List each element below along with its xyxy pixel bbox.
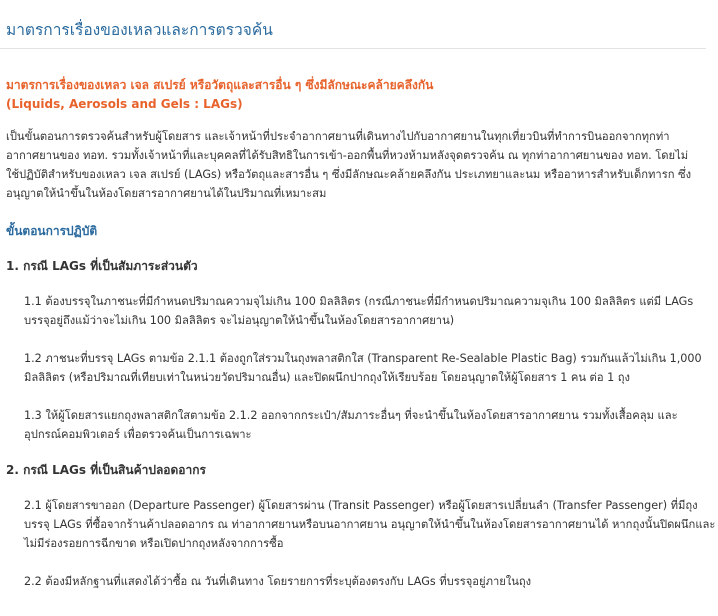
paragraph-line: 2.1 ผู้โดยสารขาออก (Departure Passenger) ผู้โดยสารผ่าน (Transit Passenger) หรือผู้โดยสารเปลี่ยนลำ (Transfer Passenger) ที่มีถุง [24,499,698,512]
paragraph-line: เป็นขั้นตอนการตรวจค้นสำหรับผู้โดยสาร และเจ้าหน้าที่ประจำอากาศยานที่เดินทางไปกับอากาศยานในทุกเที่ยวบินที่ทำการบินออกจากทุกท่า [6,130,670,143]
item-1-2 [6,349,706,387]
item-2-1 [6,496,716,553]
page-title: มาตรการเรื่องของเหลวและการตรวจค้น [6,21,273,39]
item-2-2 [6,572,706,591]
paragraph-line: 2.2 ต้องมีหลักฐานที่แสดงได้ว่าซื้อ ณ วันที่เดินทาง โดยรายการที่ระบุต้องตรงกับ LAGs ที่บรรจุอยู่ภายในถุง [24,575,532,588]
paragraph-line: อุปกรณ์คอมพิวเตอร์ เพื่อตรวจค้นเป็นการเฉพาะ [24,428,252,441]
subheading-line: (Liquids, Aerosols and Gels : LAGs) [6,97,243,111]
paragraph-line: บรรจุ LAGs ที่ซื้อจากร้านค้าปลอดอากร ณ ท่าอากาศยานหรือบนอากาศยาน อนุญาตให้นำขึ้นในห้องโดยสารอากาศยานได้ หากถุงนั้นปิดผนึกและ [24,518,716,531]
paragraph-line: ใช้ปฏิบัติสำหรับของเหลว เจล สเปรย์ (LAGs) หรือวัตถุและสารอื่น ๆ ซึ่งมีลักษณะคล้ายคลึงกัน ประเภทยาและนม หรืออาหารสำหรับเด็กทารก ซึ่ง [6,168,692,181]
page-header [0,0,706,49]
paragraph-line: อากาศยานของ ทอท. รวมทั้งเจ้าหน้าที่และบุคคลที่ได้รับสิทธิในการเข้า-ออกพื้นที่หวงห้ามหลังจุดตรวจค้น ณ ทุกท่าอากาศยานของ ทอท. โดยไม่ [6,149,689,162]
paragraph-line: 1.1 ต้องบรรจุในภาชนะที่มีกำหนดปริมาณความจุไม่เกิน 100 มิลลิลิตร (กรณีภาชนะที่มีกำหนดปริมาณความจุเกิน 100 มิลลิลิตร แต่มี LAGs [24,295,694,308]
paragraph-line: มิลลิลิตร (หรือปริมาณที่เทียบเท่าในหน่วยวัดปริมาณอื่น) และปิดผนึกปากถุงให้เรียบร้อย โดยอนุญาตให้ผู้โดยสาร 1 คน ต่อ 1 ถุง [24,371,631,384]
paragraph-line: 1.3 ให้ผู้โดยสารแยกถุงพลาสติกใสตามข้อ 2.1.2 ออกจากกระเป๋า/สัมภาระอื่นๆ ที่จะนำขึ้นในห้องโดยสารอากาศยาน รวมทั้งเสื้อคลุม และ [24,409,678,422]
article-body [6,76,716,591]
item-1-3 [6,406,706,444]
intro-paragraph [6,127,706,203]
subheading-line: มาตรการเรื่องของเหลว เจล สเปรย์ หรือวัตถุและสารอื่น ๆ ซึ่งมีลักษณะคล้ายคลึงกัน [6,78,434,92]
paragraph-line: ไม่มีร่องรอยการฉีกขาด หรือเปิดปากถุงหลังจากการซื้อ [24,537,284,550]
paragraph-line: 1.2 ภาชนะที่บรรจุ LAGs ตามข้อ 2.1.1 ต้องถูกใส่รวมในถุงพลาสติกใส (Transparent Re-Sealable Plastic Bag) รวมกันแล้วไม่เกิน 1,000 [24,352,702,365]
procedure-heading: ขั้นตอนการปฏิบัติ [6,224,98,238]
case-1-heading: 1. กรณี LAGs ที่เป็นสัมภาระส่วนตัว [6,259,198,273]
item-1-1 [6,292,706,330]
case-2-heading: 2. กรณี LAGs ที่เป็นสินค้าปลอดอากร [6,463,206,477]
paragraph-line: บรรจุอยู่ถึงแม้ว่าจะไม่เกิน 100 มิลลิลิตร จะไม่อนุญาตให้นำขึ้นในห้องโดยสารอากาศยาน) [24,314,455,327]
article-subheading [6,76,706,114]
paragraph-line: อนุญาตให้นำขึ้นในห้องโดยสารอากาศยานได้ในปริมาณที่เหมาะสม [6,187,327,200]
